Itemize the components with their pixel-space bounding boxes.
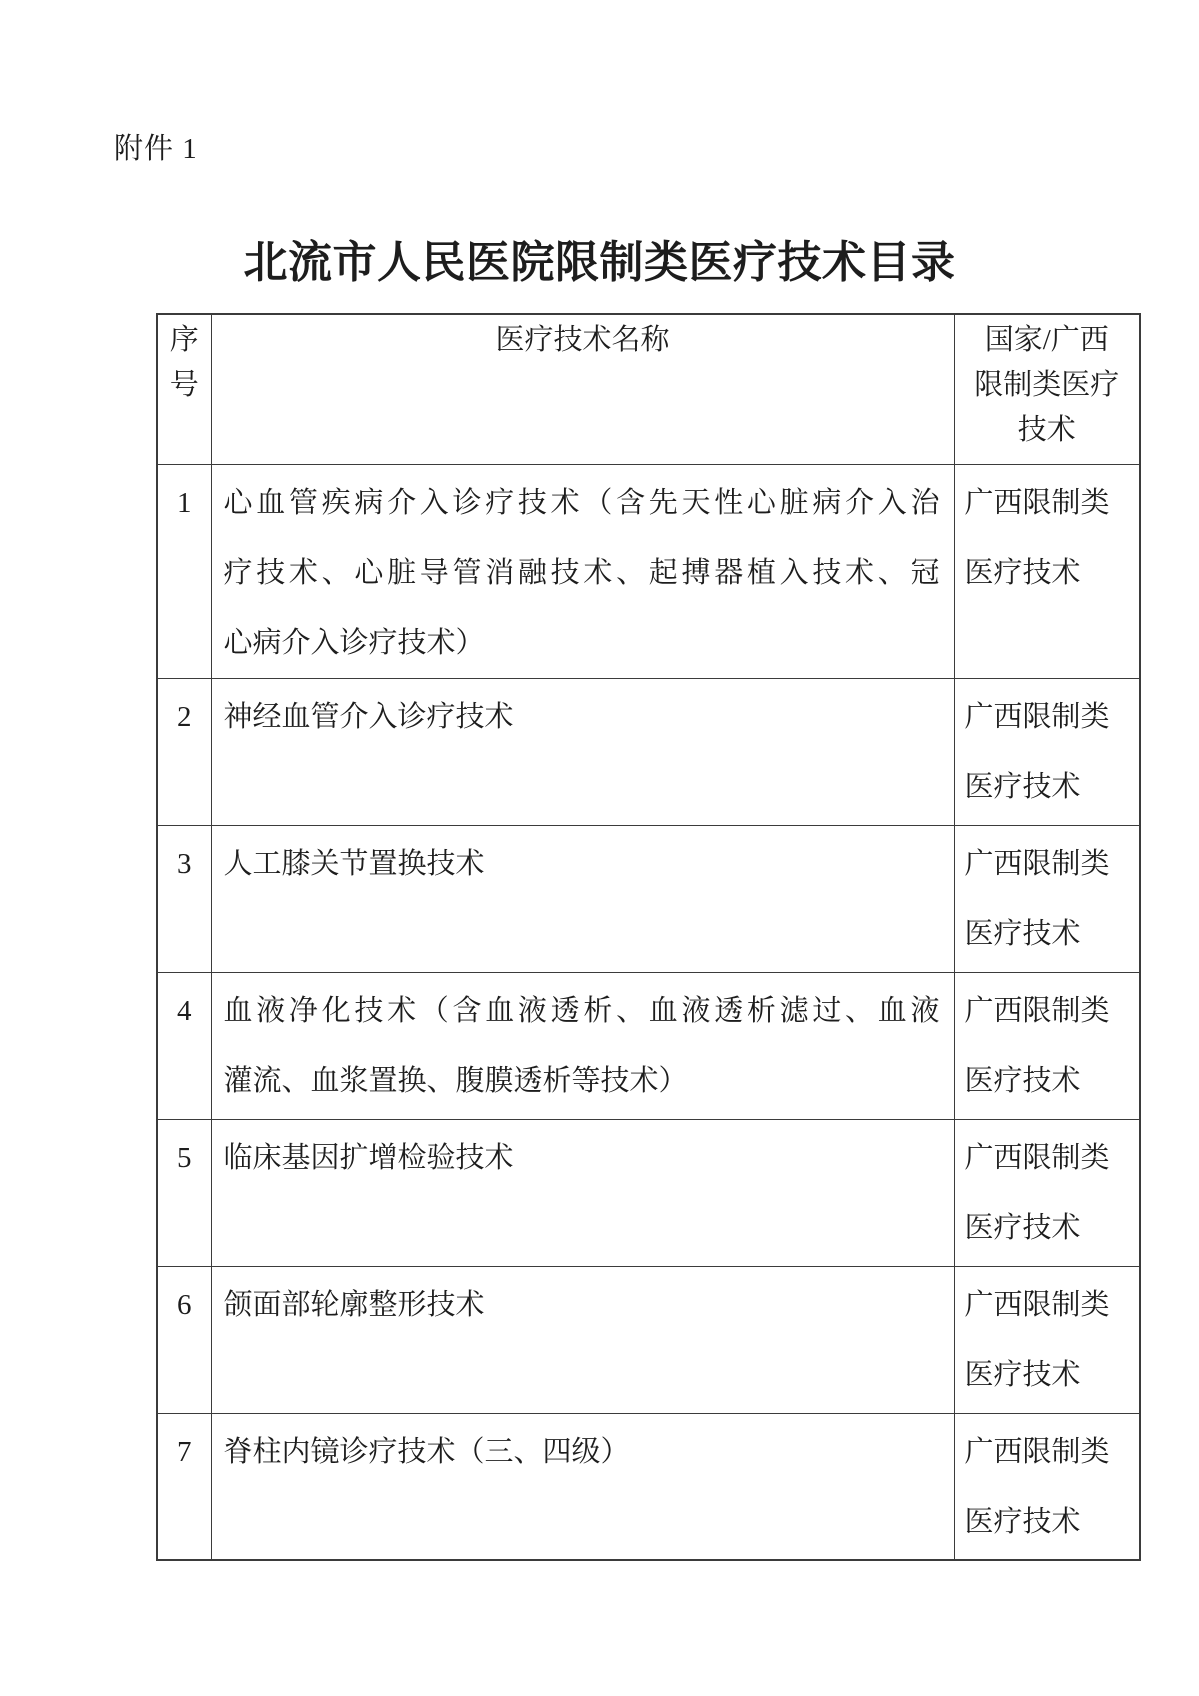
tech-name-line: 血液净化技术（含血液透析、血液透析滤过、血液 [223, 994, 940, 1027]
category-line: 医疗技术 [964, 770, 1081, 803]
header-serial-line: 号 [169, 369, 199, 401]
category-cell [954, 972, 1140, 1119]
table-row [157, 678, 1140, 825]
header-serial-line: 序 [169, 324, 199, 356]
row-number: 1 [157, 464, 211, 678]
category-line: 广西限制类 [964, 1141, 1110, 1174]
category-line: 医疗技术 [964, 1064, 1081, 1097]
category-cell [954, 464, 1140, 678]
category-line: 医疗技术 [964, 917, 1081, 950]
header-serial-number [157, 314, 211, 464]
category-line: 医疗技术 [964, 556, 1081, 589]
tech-name-line: 颌面部轮廓整形技术 [223, 1288, 485, 1321]
category-line: 广西限制类 [964, 994, 1110, 1027]
attachment-label: 附件 1 [114, 133, 198, 165]
category-line: 广西限制类 [964, 1288, 1110, 1321]
tech-name-cell [211, 972, 954, 1119]
category-line: 广西限制类 [964, 486, 1110, 519]
category-cell [954, 1119, 1140, 1266]
table-row [157, 464, 1140, 678]
tech-name-line: 脊柱内镜诊疗技术（三、四级） [223, 1435, 630, 1468]
category-line: 广西限制类 [964, 1435, 1110, 1468]
header-category-line: 国家/广西 [984, 324, 1109, 356]
row-number: 3 [157, 825, 211, 972]
restricted-tech-table [156, 313, 1141, 1561]
category-line: 广西限制类 [964, 700, 1110, 733]
header-tech-name: 医疗技术名称 [211, 314, 954, 464]
tech-name-line: 心病介入诊疗技术） [223, 626, 485, 659]
tech-name-line: 临床基因扩增检验技术 [223, 1141, 514, 1174]
table-row [157, 1266, 1140, 1413]
row-number: 2 [157, 678, 211, 825]
table-row [157, 972, 1140, 1119]
row-number: 5 [157, 1119, 211, 1266]
header-category-line: 限制类医疗 [974, 369, 1120, 401]
tech-name-line: 心血管疾病介入诊疗技术（含先天性心脏病介入治 [223, 486, 940, 519]
category-cell [954, 678, 1140, 825]
tech-name-cell [211, 825, 954, 972]
page-title: 北流市人民医院限制类医疗技术目录 [243, 238, 956, 288]
table-row [157, 825, 1140, 972]
category-line: 医疗技术 [964, 1358, 1081, 1391]
category-line: 医疗技术 [964, 1211, 1081, 1244]
table-row [157, 1119, 1140, 1266]
tech-name-cell [211, 678, 954, 825]
tech-name-cell [211, 1119, 954, 1266]
category-line: 广西限制类 [964, 847, 1110, 880]
table-header [157, 314, 1140, 464]
header-row [157, 314, 1140, 464]
tech-name-line: 人工膝关节置换技术 [223, 847, 485, 880]
row-number: 4 [157, 972, 211, 1119]
tech-name-line: 疗技术、心脏导管消融技术、起搏器植入技术、冠 [223, 556, 940, 589]
header-category [954, 314, 1140, 464]
table-row [157, 1413, 1140, 1560]
tech-name-cell [211, 1413, 954, 1560]
category-cell [954, 1266, 1140, 1413]
row-number: 7 [157, 1413, 211, 1560]
category-cell [954, 1413, 1140, 1560]
category-cell [954, 825, 1140, 972]
tech-name-line: 神经血管介入诊疗技术 [223, 700, 514, 733]
tech-name-line: 灌流、血浆置换、腹膜透析等技术） [223, 1064, 688, 1097]
row-number: 6 [157, 1266, 211, 1413]
tech-name-cell [211, 1266, 954, 1413]
header-category-line: 技术 [1017, 414, 1076, 446]
category-line: 医疗技术 [964, 1505, 1081, 1538]
tech-name-cell [211, 464, 954, 678]
table-body [157, 464, 1140, 1560]
